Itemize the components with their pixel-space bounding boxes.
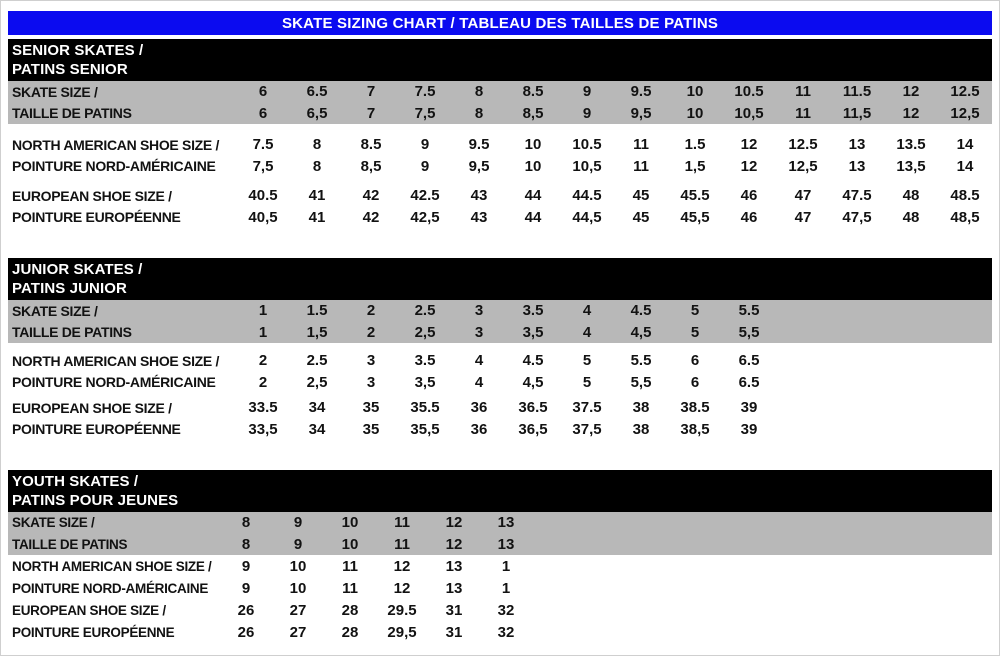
size-value: 10 [686,83,704,101]
size-row-fr [8,578,992,600]
size-value: 7.5 [414,83,436,101]
size-value: 9 [420,157,430,175]
size-value: 11 [394,514,410,532]
size-value: 6 [690,352,700,370]
size-value: 14 [956,136,974,154]
size-value: 11 [633,136,649,154]
size-value: 48.5 [950,187,980,205]
size-value: 8 [241,535,251,553]
row-label-fr: TAILLE DE PATINS [12,536,128,552]
size-value: 13 [497,514,515,532]
size-row-en [8,350,992,372]
size-value: 35 [362,399,380,417]
row-label-fr: POINTURE EUROPÉENNE [12,421,181,438]
size-value: 12.5 [788,136,818,154]
size-value: 4 [474,352,484,370]
size-value: 11 [342,558,358,576]
size-value: 11,5 [842,104,872,122]
size-value: 7 [366,104,376,122]
size-value: 12 [740,157,758,175]
row-label-en: EUROPEAN SHOE SIZE / [12,187,172,204]
size-value: 46 [740,208,758,226]
size-row-en [8,81,992,103]
size-value: 3 [474,323,484,341]
size-value: 8 [241,514,251,532]
section-header-senior [8,39,992,81]
size-value: 29.5 [387,602,417,620]
size-value: 2 [258,352,268,370]
size-value: 11 [394,535,410,553]
section-youth [8,470,992,643]
size-value: 43 [470,208,488,226]
size-value: 34 [308,399,326,417]
size-value: 47 [794,208,812,226]
size-value: 6 [258,83,268,101]
size-value: 13,5 [896,157,926,175]
size-value: 8 [312,136,322,154]
section-senior [8,39,992,228]
size-value: 47.5 [842,187,872,205]
size-value: 3 [474,302,484,320]
size-value: 10.5 [572,136,602,154]
size-value: 40,5 [248,208,278,226]
size-value: 13 [445,558,463,576]
size-value: 10 [524,136,542,154]
size-value: 47 [794,187,812,205]
skate-sizing-chart [8,11,992,643]
size-value: 38.5 [680,399,710,417]
size-row-en [8,397,992,419]
size-value: 9 [582,83,592,101]
size-value: 12 [445,514,463,532]
row-label-fr: TAILLE DE PATINS [12,105,132,122]
size-value: 45,5 [680,208,710,226]
row-label-fr: POINTURE EUROPÉENNE [12,209,181,226]
size-value: 10 [289,558,307,576]
size-value: 43 [470,187,488,205]
size-value: 3 [366,352,376,370]
size-value: 28 [341,602,359,620]
size-value: 38 [632,399,650,417]
size-row-en [8,556,992,578]
size-value: 6,5 [306,104,328,122]
row-label-fr: TAILLE DE PATINS [12,324,132,341]
row-group [8,350,992,393]
size-value: 45 [632,208,650,226]
size-value: 6 [690,373,700,391]
size-value: 12,5 [950,104,980,122]
section-header-junior [8,258,992,300]
size-value: 2 [258,373,268,391]
size-value: 1.5 [684,136,706,154]
section-header-line-en: YOUTH SKATES / [12,473,139,490]
row-label-en: SKATE SIZE / [12,515,95,531]
size-value: 8,5 [360,157,382,175]
size-value: 11.5 [842,83,872,101]
size-value: 5 [582,373,592,391]
size-value: 11 [342,579,358,597]
size-value: 2 [366,302,376,320]
size-row-fr [8,622,992,644]
size-row-en [8,185,992,207]
size-value: 31 [445,623,463,641]
row-label-en: SKATE SIZE / [12,83,98,100]
size-value: 1 [258,302,268,320]
section-header-youth [8,470,992,512]
size-value: 33.5 [248,399,278,417]
row-group [8,134,992,177]
size-value: 12.5 [950,83,980,101]
size-value: 32 [497,623,515,641]
size-value: 10 [341,535,359,553]
size-value: 41 [308,187,326,205]
size-value: 6.5 [738,352,760,370]
size-value: 1.5 [306,302,328,320]
row-label-en: NORTH AMERICAN SHOE SIZE / [12,559,212,575]
row-label-en: NORTH AMERICAN SHOE SIZE / [12,352,220,369]
size-value: 1 [501,579,511,597]
size-value: 7.5 [252,136,274,154]
size-value: 2.5 [414,302,436,320]
section-header-line-en: JUNIOR SKATES / [12,261,143,278]
size-value: 33,5 [248,420,278,438]
size-value: 35,5 [410,420,440,438]
size-value: 8.5 [522,83,544,101]
size-value: 45.5 [680,187,710,205]
size-row-fr [8,372,992,394]
row-group [8,556,992,599]
size-value: 42,5 [410,208,440,226]
size-value: 5.5 [630,352,652,370]
size-value: 39 [740,420,758,438]
size-value: 48,5 [950,208,980,226]
size-value: 8 [474,83,484,101]
row-group [8,600,992,643]
size-value: 40.5 [248,187,278,205]
size-value: 31 [445,602,463,620]
size-value: 5 [690,302,700,320]
size-value: 14 [956,157,974,175]
size-value: 42 [362,187,380,205]
size-value: 13 [445,579,463,597]
size-value: 8 [312,157,322,175]
section-header-line-fr: PATINS JUNIOR [12,280,127,297]
size-value: 34 [308,420,326,438]
size-value: 1 [501,558,511,576]
size-value: 36 [470,420,488,438]
size-value: 38 [632,420,650,438]
size-row-fr [8,156,992,178]
size-value: 39 [740,399,758,417]
row-label-fr: POINTURE NORD-AMÉRICAINE [12,158,216,175]
size-value: 2,5 [414,323,436,341]
size-value: 4 [474,373,484,391]
size-value: 11 [633,157,649,175]
size-value: 1 [258,323,268,341]
size-value: 6.5 [306,83,328,101]
size-value: 9 [582,104,592,122]
row-label-en: EUROPEAN SHOE SIZE / [12,603,166,619]
size-value: 8 [474,104,484,122]
size-value: 44.5 [572,187,602,205]
size-value: 1,5 [306,323,328,341]
size-value: 27 [289,602,307,620]
row-group [8,81,992,124]
section-header-line-en: SENIOR SKATES / [12,42,144,59]
size-value: 10 [524,157,542,175]
size-value: 5 [690,323,700,341]
section-header-line-fr: PATINS POUR JEUNES [12,492,179,509]
size-value: 9 [241,558,251,576]
size-value: 9,5 [468,157,490,175]
size-value: 35 [362,420,380,438]
row-label-fr: POINTURE NORD-AMÉRICAINE [12,580,209,596]
size-row-en [8,300,992,322]
size-value: 4,5 [630,323,652,341]
size-value: 12 [902,83,920,101]
size-value: 10 [341,514,359,532]
size-value: 11 [795,104,811,122]
size-value: 11 [795,83,811,101]
row-group [8,185,992,228]
size-value: 3.5 [522,302,544,320]
size-value: 10.5 [734,83,764,101]
size-row-fr [8,534,992,556]
size-value: 36,5 [518,420,548,438]
size-value: 7,5 [414,104,436,122]
sections-container [8,39,992,643]
size-value: 9 [420,136,430,154]
size-row-fr [8,322,992,344]
size-value: 37.5 [572,399,602,417]
size-row-fr [8,207,992,229]
row-group [8,512,992,555]
row-label-en: EUROPEAN SHOE SIZE / [12,399,172,416]
size-value: 48 [902,187,920,205]
size-value: 7 [366,83,376,101]
row-group [8,300,992,343]
size-value: 28 [341,623,359,641]
size-value: 3,5 [414,373,436,391]
size-value: 12 [393,558,411,576]
size-value: 6.5 [738,373,760,391]
size-value: 26 [237,623,255,641]
size-value: 47,5 [842,208,872,226]
size-value: 9 [293,535,303,553]
size-value: 46 [740,187,758,205]
size-value: 5,5 [630,373,652,391]
size-value: 12 [902,104,920,122]
size-value: 48 [902,208,920,226]
size-value: 4 [582,323,592,341]
size-value: 12 [445,535,463,553]
size-value: 9.5 [630,83,652,101]
size-row-fr [8,103,992,125]
size-value: 35.5 [410,399,440,417]
size-value: 4,5 [522,373,544,391]
size-value: 10,5 [734,104,764,122]
size-value: 2.5 [306,352,328,370]
size-value: 29,5 [387,623,417,641]
row-label-fr: POINTURE EUROPÉENNE [12,624,175,640]
size-value: 4.5 [522,352,544,370]
size-value: 41 [308,208,326,226]
size-value: 4 [582,302,592,320]
size-row-en [8,512,992,534]
size-value: 8.5 [360,136,382,154]
size-value: 32 [497,602,515,620]
row-label-en: SKATE SIZE / [12,302,98,319]
size-value: 9.5 [468,136,490,154]
row-label-en: NORTH AMERICAN SHOE SIZE / [12,136,220,153]
row-group [8,397,992,440]
size-value: 3,5 [522,323,544,341]
size-value: 2 [366,323,376,341]
size-value: 42 [362,208,380,226]
section-junior [8,258,992,440]
size-value: 4.5 [630,302,652,320]
size-value: 42.5 [410,187,440,205]
size-value: 13 [848,157,866,175]
size-row-fr [8,419,992,441]
size-value: 26 [237,602,255,620]
chart-title: SKATE SIZING CHART / TABLEAU DES TAILLES DE PATINS [8,11,992,35]
size-value: 37,5 [572,420,602,438]
size-value: 13 [848,136,866,154]
size-value: 27 [289,623,307,641]
row-label-fr: POINTURE NORD-AMÉRICAINE [12,374,216,391]
size-value: 10,5 [572,157,602,175]
size-value: 6 [258,104,268,122]
size-value: 44 [524,187,542,205]
size-value: 38,5 [680,420,710,438]
size-value: 9,5 [630,104,652,122]
size-value: 5,5 [738,323,760,341]
size-value: 12,5 [788,157,818,175]
size-value: 5.5 [738,302,760,320]
size-value: 3.5 [414,352,436,370]
size-value: 44,5 [572,208,602,226]
size-value: 36 [470,399,488,417]
size-value: 5 [582,352,592,370]
size-value: 44 [524,208,542,226]
size-row-en [8,134,992,156]
size-value: 1,5 [684,157,706,175]
size-value: 12 [740,136,758,154]
size-value: 9 [241,579,251,597]
size-value: 13.5 [896,136,926,154]
size-row-en [8,600,992,622]
size-value: 36.5 [518,399,548,417]
size-value: 3 [366,373,376,391]
size-value: 10 [686,104,704,122]
size-value: 2,5 [306,373,328,391]
size-value: 10 [289,579,307,597]
size-value: 13 [497,535,515,553]
size-value: 45 [632,187,650,205]
size-value: 12 [393,579,411,597]
section-header-line-fr: PATINS SENIOR [12,61,128,78]
size-value: 8,5 [522,104,544,122]
size-value: 9 [293,514,303,532]
size-value: 7,5 [252,157,274,175]
